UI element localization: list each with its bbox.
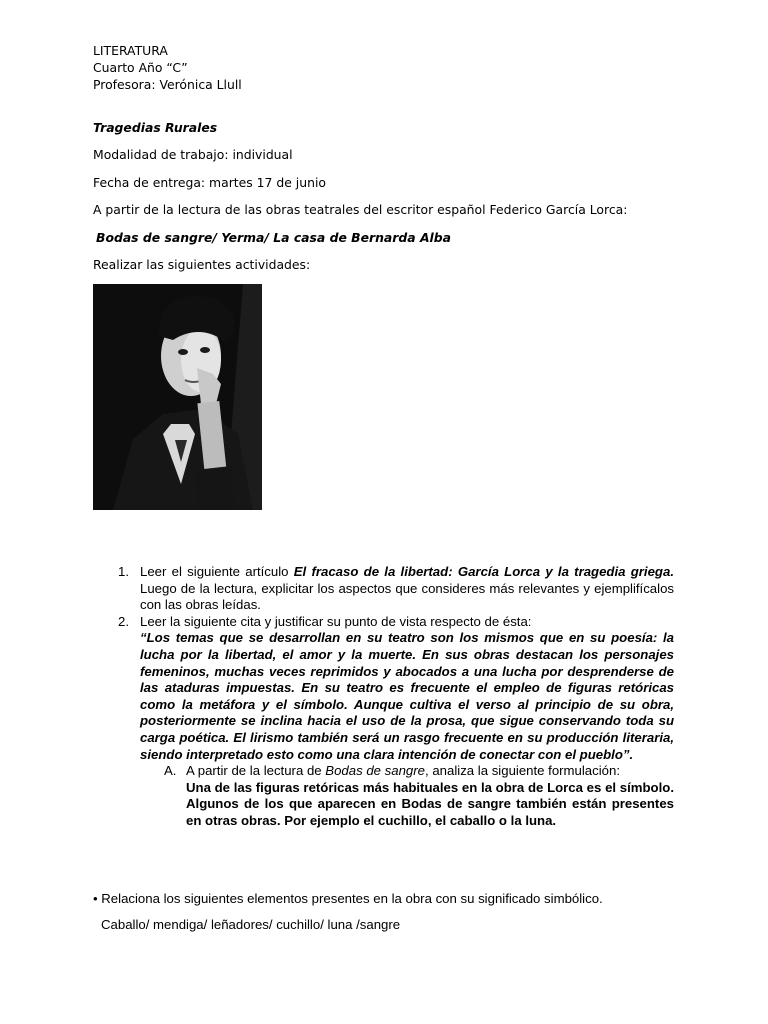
activity-number: 1. (118, 564, 129, 579)
subitem-work-title: Bodas de sangre (325, 763, 425, 779)
bullet-instruction: • Relaciona los siguientes elementos presentes en la obra con su significado simbólico. (93, 891, 603, 906)
intro-text: A partir de la lectura de las obras teatrales del escritor español Federico García Lorca: (93, 202, 628, 217)
symbol-statement: Una de las figuras retóricas más habituales en la obra de Lorca es el símbolo. Algunos de los que aparecen en Bodas de sangre también están presentes en otras obras. Por ejemplo el cuchillo, el caballo o la luna. (186, 779, 674, 828)
lorca-quote: “Los temas que se desarrollan en su teatro son los mismos que en su poesía: la lucha por la libertad, el amor y la muerte. En sus obras destacan los personajes femeninos, muchas veces reprimidos y abocados a una lucha por desprenderse de las ataduras impuestas. En su teatro es frecuente el empleo de figuras retóricas como la metáfora y el símbolo. Aunque cultiva el verso al principio de su obra, posteriormente se inclina hacia el uso de la prosa, que sigue conservando toda su carga poética. El lirismo también será un rasgo frecuente en su producción literaria, siendo interpretado esto como una clara intención de conectar con el pueblo”. (140, 630, 674, 762)
article-title: El fracaso de la libertad: García Lorca y la tragedia griega. (293, 564, 674, 579)
due-date-text: Fecha de entrega: martes 17 de junio (93, 175, 326, 190)
subitem-intro: A partir de la lectura de (186, 763, 326, 779)
activity-2-instruction: Leer la siguiente cita y justificar su punto de vista respecto de ésta: (140, 613, 532, 629)
subject-label: LITERATURA (93, 43, 168, 58)
course-label: Cuarto Año “C” (93, 60, 188, 75)
instruction-text: Realizar las siguientes actividades: (93, 257, 311, 272)
activity-1-intro: Leer el siguiente artículo (140, 564, 294, 579)
teacher-label: Profesora: Verónica Llull (93, 77, 242, 92)
symbolic-elements-list: Caballo/ mendiga/ leñadores/ cuchillo/ luna /sangre (101, 917, 401, 932)
works-list: Bodas de sangre/ Yerma/ La casa de Bernarda Alba (96, 230, 452, 245)
subitem-instruction: , analiza la siguiente formulación: (425, 763, 620, 779)
subitem-letter: A. (164, 763, 177, 779)
document-header (93, 42, 242, 93)
activity-number: 2. (118, 613, 129, 629)
activity-item-1 (118, 564, 674, 614)
activity-1-instruction: Luego de la lectura, explicitar los aspectos que consideres más relevantes y ejemplifícalos con las obras leídas. (140, 580, 674, 613)
activities-list (118, 564, 674, 830)
document-title: Tragedias Rurales (93, 120, 218, 135)
activity-subitem-a (164, 763, 674, 829)
author-portrait-photo (93, 284, 262, 510)
modality-text: Modalidad de trabajo: individual (93, 147, 293, 162)
activity-item-2 (118, 614, 674, 763)
